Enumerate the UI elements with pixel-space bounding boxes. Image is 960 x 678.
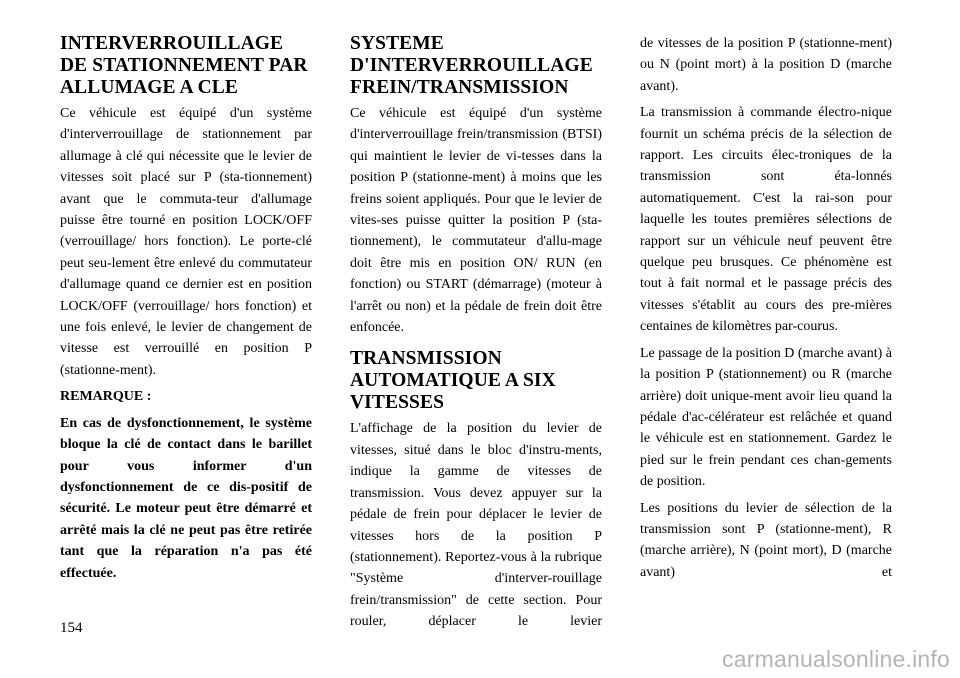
column-middle: [350, 33, 602, 638]
note-label: REMARQUE :: [60, 389, 152, 405]
column-right: [640, 33, 892, 588]
watermark: carmanualsonline.info: [722, 646, 950, 672]
section-paragraph: La transmission à commande électro-nique fournit un schéma précis de la sélection de rapport. Les circuits élec-troniques de la transmission sont éta-lonnés automatiquement. C'est la rai-son pour laquelle les toutes premières sélections de rapport sur un véhicule neuf peuvent être quelque peu brusques. Ce phénomène est tout à fait normal et le passage précis des vitesses s'établit au cours des pre-mières centaines de kilomètres par-courus.: [640, 105, 892, 335]
section-paragraph: Ce véhicule est équipé d'un système d'interverrouillage frein/transmission (BTSI) qui maintient le levier de vi-tesses dans la position P (stationne-ment) à moins que les freins soient appliqués. Pour que le levier de vites-ses puisse quitter la position P (sta-tionnement), le commutateur d'allu-mage doit être mis en position ON/ RUN (en fonction) ou START (démarrage) (moteur à l'arrêt ou non) et la pédale de frein doit être enfoncée.: [350, 106, 602, 336]
section-paragraph: Ce véhicule est équipé d'un système d'interverrouillage de stationnement par allumage à clé qui nécessite que le levier de vitesses soit placé sur P (sta-tionnement) avant que le commuta-teur d'allumage puisse être tourné en position LOCK/OFF (verrouillage/ hors fonction). Le porte-clé peut seu-lement être enlevé du commutateur d'allumage quand ce dernier est en position LOCK/OFF (verrouillage/ hors fonction) et une fois enlevé, le levier de changement de vitesse est verrouillé en position P (stationne-ment).: [60, 106, 312, 378]
section-heading-brake-interlock: SYSTEME D'INTERVERROUILLAGE FREIN/TRANSMISSION: [350, 33, 593, 98]
page-number: 154: [60, 620, 83, 636]
section-heading-key-park-interlock: INTERVERROUILLAGE DE STATIONNEMENT PAR ALLUMAGE A CLE: [60, 33, 308, 98]
section-paragraph: Le passage de la position D (marche avant) à la position P (stationnement) ou R (marche arrière) doit unique-ment avoir lieu quand la pédale d'ac-célérateur est relâchée et quand le véhicule est en stationnement. Gardez le pied sur le frein pendant ces chan-gements de position.: [640, 345, 892, 490]
section-heading-six-speed-transmission: TRANSMISSION AUTOMATIQUE A SIX VITESSES: [350, 348, 556, 414]
column-left: [60, 33, 312, 589]
section-paragraph: Les positions du levier de sélection de la transmission sont P (stationne-ment), R (marche arrière), N (point mort), D (marche avant) et: [640, 500, 892, 580]
section-paragraph: L'affichage de la position du levier de vitesses, situé dans le bloc d'instru-ments, indique la gamme de vitesses de transmission. Vous devez appuyer sur la pédale de frein pour déplacer le levier de vitesses hors de la position P (stationnement). Reportez-vous à la rubrique "Système d'interver-rouillage frein/transmission" de cette section. Pour rouler, déplacer le levier: [350, 421, 602, 630]
section-paragraph-continued: de vitesses de la position P (stationne-ment) ou N (point mort) à la position D (marche avant).: [640, 36, 892, 94]
note-text: En cas de dysfonctionnement, le système bloque la clé de contact dans le barillet pour vous informer d'un dysfonctionnement de ce dis-positif de sécurité. Le moteur peut être démarré et arrêté mais la clé ne peut pas être retirée tant que la réparation n'a pas été effectuée.: [60, 415, 312, 581]
